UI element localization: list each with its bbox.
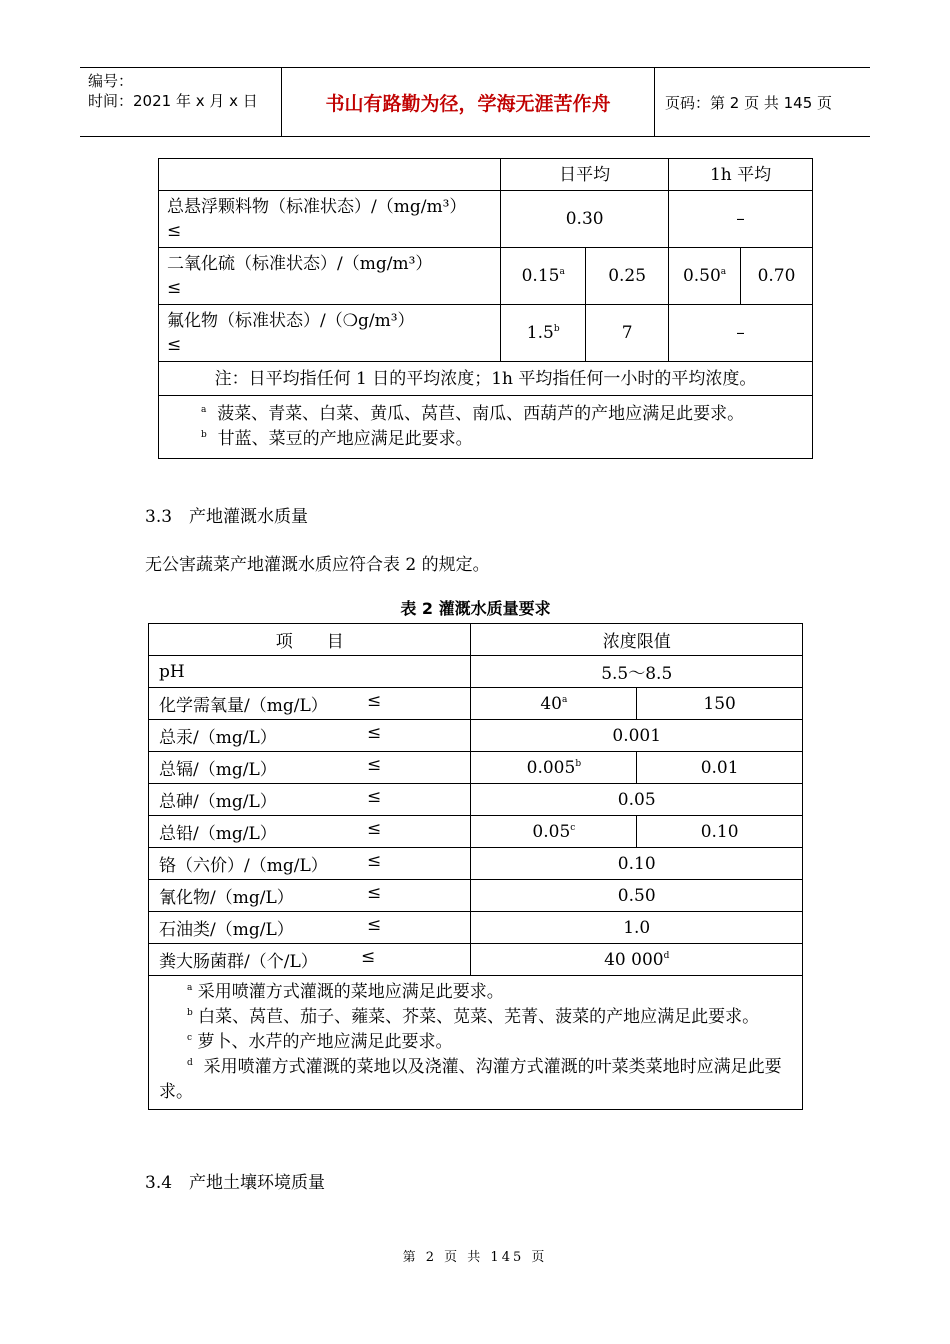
- footnotes: [149, 976, 803, 1110]
- footnote-d: $^d$ 采用喷灌方式灌溉的菜地以及浇灌、沟灌方式灌溉的叶菜类菜地时应满足此要求。: [159, 1057, 782, 1102]
- table-row: [149, 688, 803, 720]
- limit-value: 5.5～8.5: [471, 656, 803, 688]
- header-meta: [80, 68, 282, 136]
- limit-value-1: 0.005$^b$: [471, 752, 637, 784]
- footnotes: [159, 396, 813, 459]
- table-row: [149, 720, 803, 752]
- section-heading-3-4: 3.4 产地土壤环境质量: [145, 1173, 326, 1193]
- pollutant-name: 二氧化硫（标准状态）/（mg/m³） ≤: [159, 248, 501, 305]
- limit-value-2: 0.01: [637, 752, 803, 784]
- col-hourly: 1h 平均: [669, 159, 813, 191]
- table-row: [159, 191, 813, 248]
- item-name: 总砷/（mg/L） ≤: [149, 784, 471, 816]
- col-daily: 日平均: [501, 159, 669, 191]
- footnote-a: $^a$ 菠菜、青菜、白菜、黄瓜、莴苣、南瓜、西葫芦的产地应满足此要求。: [201, 404, 745, 424]
- footnote-row: [159, 396, 813, 459]
- limit-value-2: 0.10: [637, 816, 803, 848]
- pollutant-name: 氟化物（标准状态）/（❍g/m³） ≤: [159, 305, 501, 362]
- paragraph: 无公害蔬菜产地灌溉水质应符合表 2 的规定。: [145, 555, 490, 575]
- head-limit: 浓度限值: [471, 624, 803, 656]
- footnote-a: $^a$ 采用喷灌方式灌溉的菜地应满足此要求。: [187, 982, 504, 1002]
- table-note-row: [159, 362, 813, 396]
- footnote-b: $^b$ 甘蓝、菜豆的产地应满足此要求。: [201, 429, 473, 449]
- page-footer: 第 2 页 共 145 页: [402, 1250, 548, 1265]
- table-row: [149, 880, 803, 912]
- table-note: 注：日平均指任何 1 日的平均浓度；1h 平均指任何一小时的平均浓度。: [159, 362, 813, 396]
- table-row: [149, 816, 803, 848]
- daily-value-2: 7: [586, 305, 669, 362]
- limit-value: 0.10: [471, 848, 803, 880]
- item-name: 总汞/（mg/L） ≤: [149, 720, 471, 752]
- limit-value-1: 0.05$^c$: [471, 816, 637, 848]
- item-name: 总铅/（mg/L） ≤: [149, 816, 471, 848]
- daily-value: 0.30: [501, 191, 669, 248]
- section-heading-3-3: 3.3 产地灌溉水质量: [145, 507, 309, 527]
- limit-value: 40 000$^d$: [471, 944, 803, 976]
- table-row: [149, 784, 803, 816]
- limit-value: 0.50: [471, 880, 803, 912]
- hourly-value-1: 0.50$^a$: [669, 248, 741, 305]
- limit-value: 0.001: [471, 720, 803, 752]
- header-page-info: 页码：第 2 页 共 145 页: [665, 93, 833, 112]
- table-row: [149, 656, 803, 688]
- daily-value-1: 0.15$^a$: [501, 248, 586, 305]
- footnote-b: $^b$ 白菜、莴苣、茄子、蕹菜、芥菜、苋菜、芜菁、菠菜的产地应满足此要求。: [187, 1007, 760, 1027]
- table-row: [159, 248, 813, 305]
- table-row: [149, 752, 803, 784]
- daily-value-1: 1.5$^b$: [501, 305, 586, 362]
- item-name: 粪大肠菌群/（个/L） ≤: [149, 944, 471, 976]
- irrigation-water-table: [148, 623, 803, 1110]
- air-quality-table: [158, 158, 813, 459]
- head-item: 项 目: [149, 624, 471, 656]
- pollutant-name: 总悬浮颗料物（标准状态）/（mg/m³） ≤: [159, 191, 501, 248]
- limit-value: 1.0: [471, 912, 803, 944]
- item-name: 化学需氧量/（mg/L） ≤: [149, 688, 471, 720]
- item-name: 氰化物/（mg/L） ≤: [149, 880, 471, 912]
- page-header: [80, 67, 870, 137]
- table-row: [149, 848, 803, 880]
- number-label: 编号：: [88, 72, 134, 90]
- table-caption: 表 2 灌溉水质量要求: [400, 599, 551, 618]
- hourly-value: –: [669, 305, 813, 362]
- limit-value-2: 150: [637, 688, 803, 720]
- table-row: [149, 912, 803, 944]
- footnote-c: $^c$ 萝卜、水芹的产地应满足此要求。: [187, 1032, 453, 1052]
- item-name: 石油类/（mg/L） ≤: [149, 912, 471, 944]
- footnote-row: [149, 976, 803, 1110]
- time-label: 时间：2021 年 x 月 x 日: [88, 92, 258, 110]
- hourly-value-2: 0.70: [741, 248, 813, 305]
- empty-head-cell: [159, 159, 501, 191]
- item-name: pH: [149, 656, 471, 688]
- daily-value-2: 0.25: [586, 248, 669, 305]
- table-row: [149, 944, 803, 976]
- limit-value: 0.05: [471, 784, 803, 816]
- header-motto: 书山有路勤为径，学海无涯苦作舟: [282, 68, 655, 136]
- item-name: 铬（六价）/（mg/L） ≤: [149, 848, 471, 880]
- item-name: 总镉/（mg/L） ≤: [149, 752, 471, 784]
- hourly-value: –: [669, 191, 813, 248]
- table-row: [159, 305, 813, 362]
- table-header-row: [159, 159, 813, 191]
- table-header-row: [149, 624, 803, 656]
- limit-value-1: 40$^a$: [471, 688, 637, 720]
